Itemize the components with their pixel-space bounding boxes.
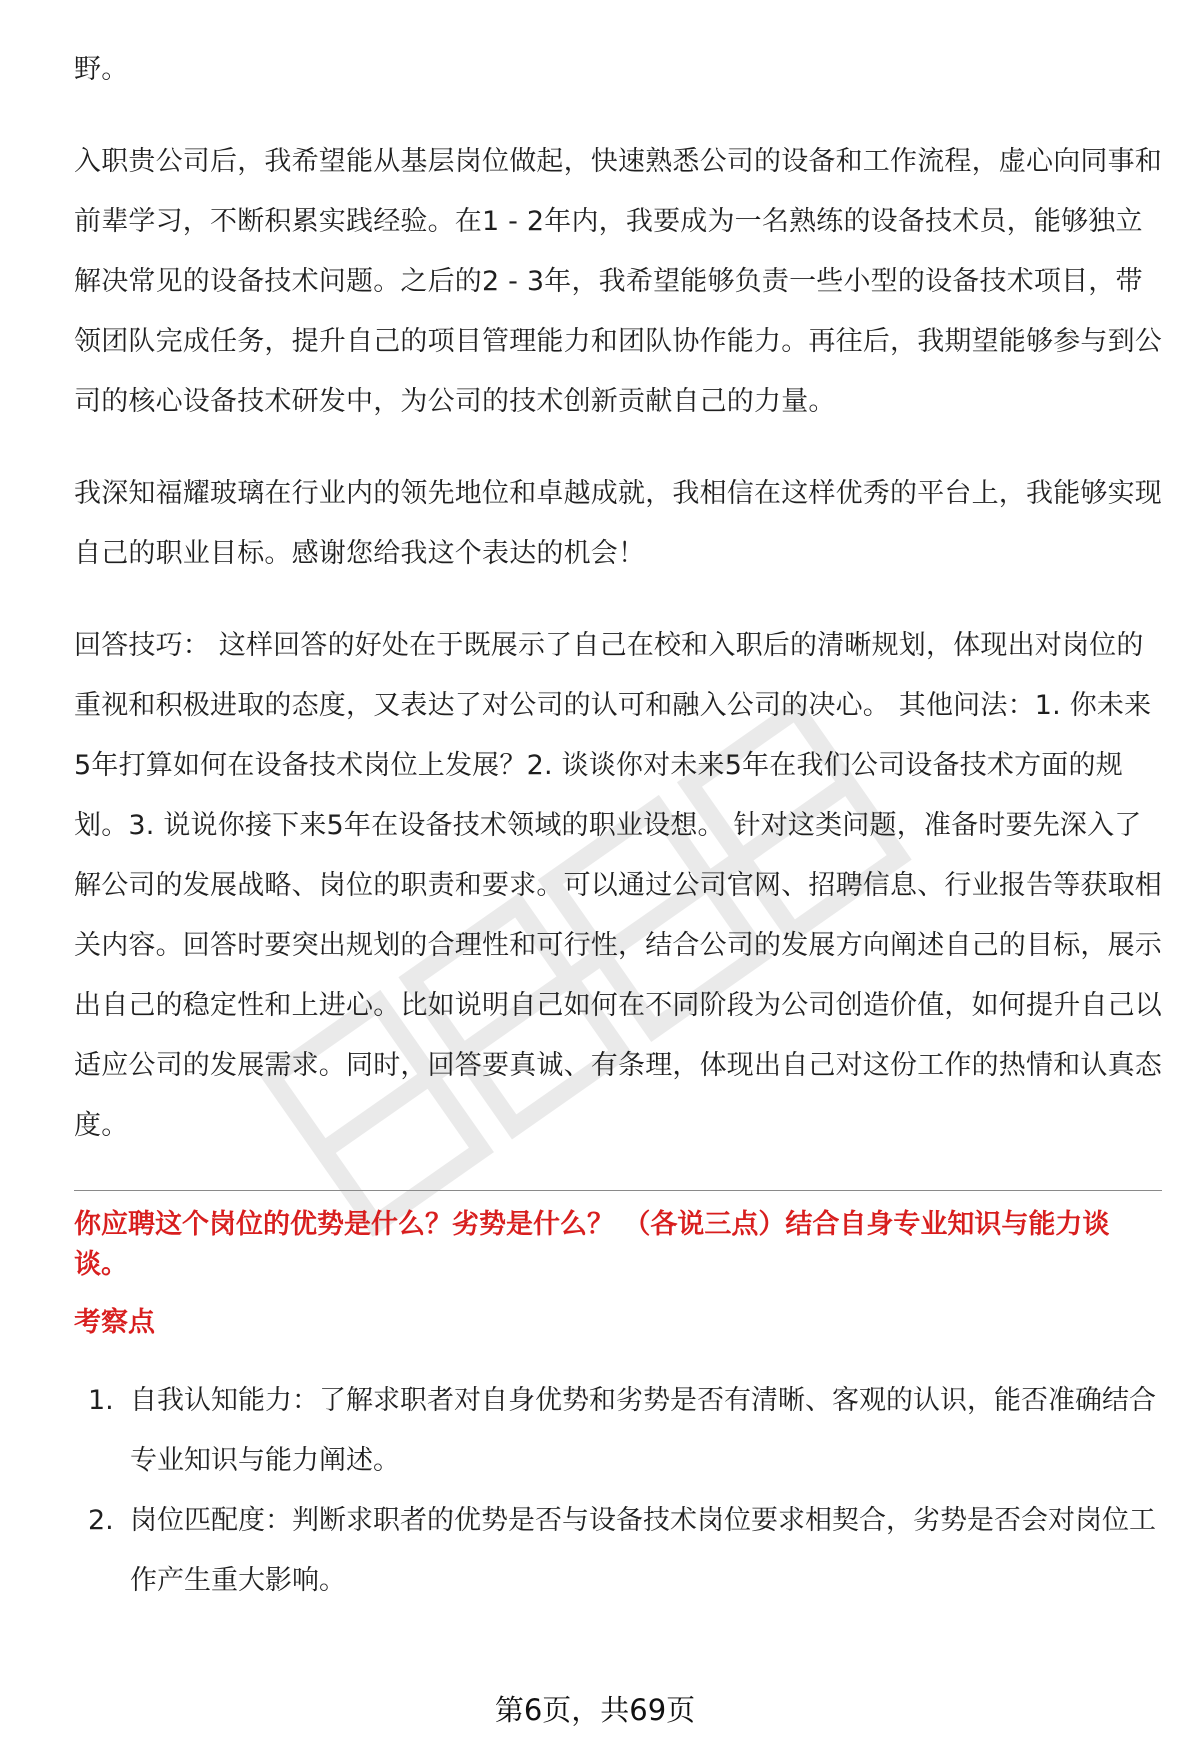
paragraph-closing: 我深知福耀玻璃在行业内的领先地位和卓越成就，我相信在这样优秀的平台上，我能够实现自己的职业目标。感谢您给我这个表达的机会！ xyxy=(74,478,1162,569)
list-number: 2. xyxy=(88,1505,114,1536)
page-number-footer: 第6页，共69页 xyxy=(494,1693,696,1727)
examination-points-list xyxy=(74,1371,1162,1611)
paragraph-fragment: 野。 xyxy=(74,54,129,85)
paragraph-answer-tips: 回答技巧： 这样回答的好处在于既展示了自己在校和入职后的清晰规划，体现出对岗位的重视和积极进取的态度，又表达了对公司的认可和融入公司的决心。 其他问法：1. 你未来5年打算如何在设备技术岗位上发展？2. 谈谈你对未来5年在我们公司设备技术方面的规划。3. 说说你接下来5年在设备技术领域的职业设想。 针对这类问题，准备时要先深入了解公司的发展战略、岗位的职责和要求。可以通过公司官网、招聘信息、行业报告等获取相关内容。回答时要突出规划的合理性和可行性，结合公司的发展方向阐述自己的目标，展示出自己的稳定性和上进心。比如说明自己如何在不同阶段为公司创造价值，如何提升自己以适应公司的发展需求。同时，回答要真诚、有条理，体现出自己对这份工作的热情和认真态度。 xyxy=(74,630,1162,1141)
list-number: 1. xyxy=(88,1385,114,1416)
question-heading: 你应聘这个岗位的优势是什么？劣势是什么？ （各说三点）结合自身专业知识与能力谈谈。 xyxy=(74,1209,1110,1280)
document-page xyxy=(74,40,1162,1611)
paragraph-career-plan: 入职贵公司后，我希望能从基层岗位做起，快速熟悉公司的设备和工作流程，虚心向同事和前辈学习，不断积累实践经验。在1 - 2年内，我要成为一名熟练的设备技术员，能够独立解决常见的设备技术问题。之后的2 - 3年，我希望能够负责一些小型的设备技术项目，带领团队完成任务，提升自己的项目管理能力和团队协作能力。再往后，我期望能够参与到公司的核心设备技术研发中，为公司的技术创新贡献自己的力量。 xyxy=(74,146,1162,417)
list-item xyxy=(74,1371,1162,1491)
section-title-examination-points: 考察点 xyxy=(74,1307,155,1338)
section-divider xyxy=(74,1190,1162,1191)
list-item xyxy=(74,1491,1162,1611)
list-item-text: 自我认知能力：了解求职者对自身优势和劣势是否有清晰、客观的认识，能否准确结合专业知识与能力阐述。 xyxy=(130,1385,1156,1476)
list-item-text: 岗位匹配度：判断求职者的优势是否与设备技术岗位要求相契合，劣势是否会对岗位工作产生重大影响。 xyxy=(130,1505,1156,1596)
